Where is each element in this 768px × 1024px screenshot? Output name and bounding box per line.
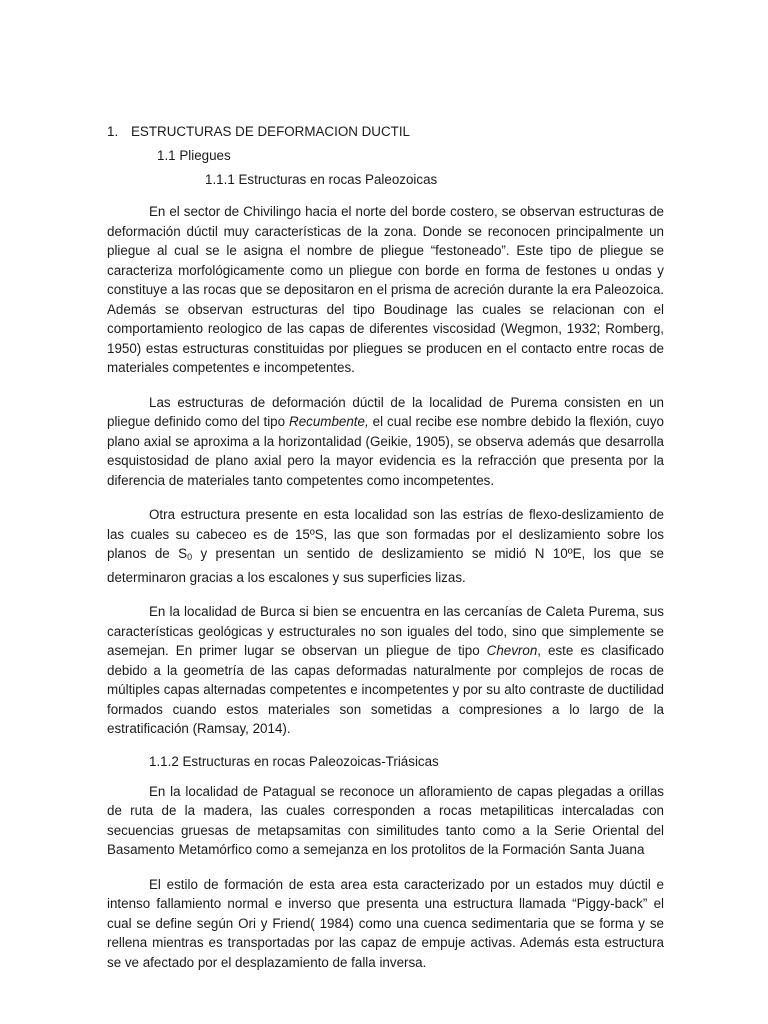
paragraph-patagual: En la localidad de Patagual se reconoce un afloramiento de capas plegadas a orillas de ruta de la madera, las cuales corresponden a rocas metapiliticas intercaladas con secuencias gruesas de metapsamitas con similitudes tanto como a la Serie Oriental del Basamento Metamórfico como a semejanza en los protolitos de la Formación Santa Juana (107, 783, 664, 857)
section-heading (107, 124, 664, 140)
section-title: ESTRUCTURAS DE DEFORMACION DUCTIL (131, 124, 410, 139)
subsubsection-heading-paleozoicas: 1.1.1 Estructuras en rocas Paleozoicas (205, 172, 438, 187)
subsection-heading: 1.1 Pliegues (157, 148, 231, 163)
subsubsection-heading-triasicas: 1.1.2 Estructuras en rocas Paleozoicas-Triásicas (149, 753, 439, 769)
paragraph-burca-text-a: En la localidad de Burca si bien se encuentra en las cercanías de Caleta Purema, sus características geológicas y estructurales no son iguales del todo, sino que simplemente se asemejan. En primer lugar se observan un pliegue de tipo (107, 604, 664, 658)
emphasis-recumbente: Recumbente, (289, 414, 369, 429)
paragraph-purema (107, 393, 664, 491)
paragraph-estrias (107, 505, 664, 587)
subscript-zero: 0 (187, 552, 193, 562)
paragraph-burca-text-b: , este es clasificado debido a la geometría de las capas deformadas naturalmente por complejos de rocas de múltiples capas alternadas competentes e incompetentes y por su alto contraste de ductilidad formados cuando estos materiales son sometidas a compresiones a lo largo de la estratificación (Ramsay, 2014). (107, 643, 664, 736)
paragraph-estrias-text-b: y presentan un sentido de deslizamiento se midió N 10ºE, los que se determinaron gracias a los escalones y sus superficies lizas. (107, 546, 665, 585)
paragraph-burca (107, 602, 664, 739)
paragraph-piggy-back: El estilo de formación de esta area esta caracterizado por un estados muy dúctil e intenso fallamiento normal e inverso que presenta una estructura llamada “Piggy-back” el cual se define según Ori y Friend( 1984) como una cuenca sedimentaria que se forma y se rellena mientras es transportadas por las capaz de empuje activas. Además esta estructura se ve afectado por el desplazamiento de falla inversa. (107, 876, 664, 970)
paragraph-chivilingo: En el sector de Chivilingo hacia el norte del borde costero, se observan estructuras de deformación dúctil muy características de la zona. Donde se reconocen principalmente un pliegue al cual se le asigna el nombre de pliegue “festoneado”. Este tipo de pliegue se caracteriza morfológicamente como un pliegue con borde en forma de festones u ondas y constituye a las rocas que se depositaron en el prisma de acreción durante la era Paleozoica. Además se observan estructuras del tipo Boudinage las cuales se relacionan con el comportamiento reologico de las capas de diferentes viscosidad (Wegmon, 1932; Romberg, 1950) estas estructuras constituidas por pliegues se producen en el contacto entre rocas de materiales competentes e incompetentes. (107, 204, 664, 375)
document-content (107, 124, 664, 987)
section-number: 1. (107, 124, 119, 139)
paragraph-estrias-text-a: Otra estructura presente en esta localidad son las estrías de flexo-deslizamiento de las cuales su cabeceo es de 15ºS, las que son formadas por el deslizamiento sobre los planos de S (107, 507, 664, 561)
paragraph-purema-text-a: Las estructuras de deformación dúctil de la localidad de Purema consisten en un pliegue definido como del tipo (107, 394, 664, 429)
paragraph-purema-text-b: el cual recibe ese nombre debido la flexión, cuyo plano axial se aproxima a la horizontalidad (Geikie, 1905), se observa además que desarrolla esquistosidad de plano axial pero la mayor evidencia es la refracción que presenta por la diferencia de materiales tanto competentes como incompetentes. (107, 414, 664, 488)
emphasis-chevron: Chevron (486, 643, 538, 658)
